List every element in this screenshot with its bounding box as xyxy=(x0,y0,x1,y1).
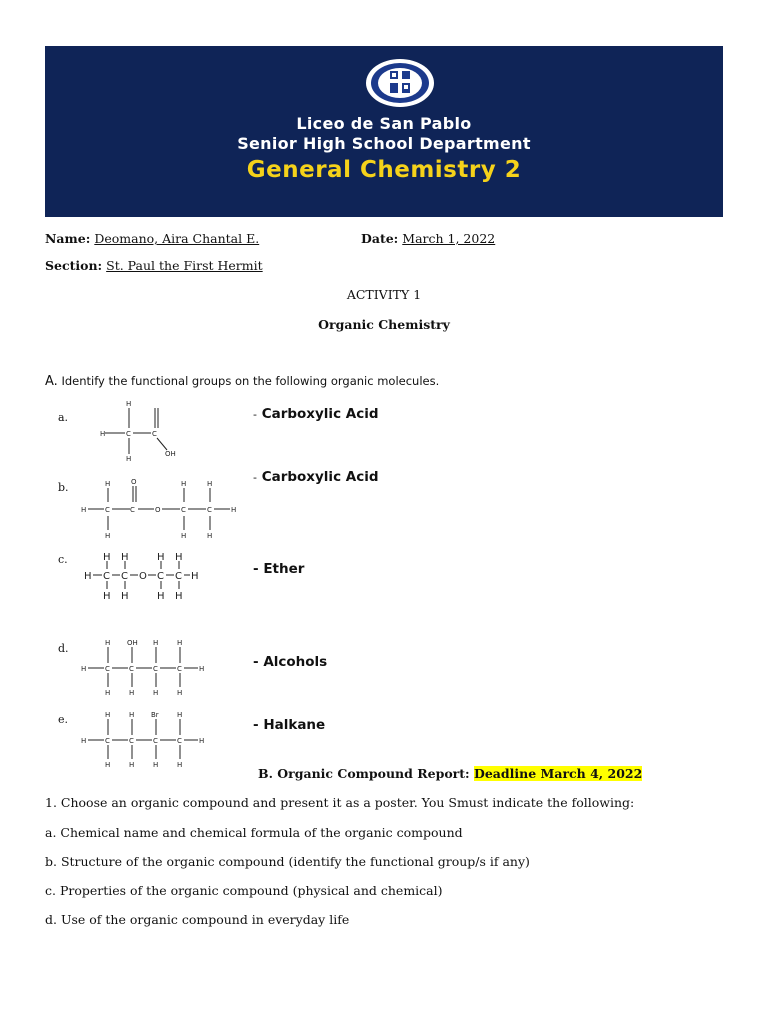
svg-text:C: C xyxy=(152,430,157,438)
svg-text:H: H xyxy=(207,532,213,540)
part-a-letter: A. xyxy=(45,374,58,389)
svg-text:C: C xyxy=(207,506,212,514)
svg-text:C: C xyxy=(153,665,158,673)
svg-text:H: H xyxy=(103,552,111,563)
item-c-answer: - Ether xyxy=(253,561,305,577)
svg-text:H: H xyxy=(129,711,135,719)
svg-text:C: C xyxy=(105,506,110,514)
svg-text:Br: Br xyxy=(151,711,159,719)
item-d-answer: - Alcohols xyxy=(253,654,328,670)
department-name: Senior High School Department xyxy=(237,134,531,153)
item-c-label: c. xyxy=(58,553,68,566)
svg-text:H: H xyxy=(199,665,205,673)
svg-text:H: H xyxy=(207,480,213,488)
svg-text:O: O xyxy=(139,571,147,582)
svg-text:H: H xyxy=(153,689,159,697)
svg-text:C: C xyxy=(181,506,186,514)
svg-text:H: H xyxy=(105,480,111,488)
part-b-title: B. Organic Compound Report: xyxy=(258,766,470,781)
svg-text:H: H xyxy=(153,639,159,647)
molecule-d-structure xyxy=(78,637,218,699)
svg-text:C: C xyxy=(105,665,110,673)
part-b-line-1: 1. Choose an organic compound and present it as a poster. You Smust indicate the following: xyxy=(45,795,635,810)
svg-text:H: H xyxy=(126,455,132,462)
svg-text:H: H xyxy=(105,711,111,719)
svg-text:H: H xyxy=(175,552,183,563)
svg-text:H: H xyxy=(81,665,87,673)
svg-text:H: H xyxy=(129,689,135,697)
svg-text:C: C xyxy=(121,571,128,582)
course-title: General Chemistry 2 xyxy=(246,157,522,183)
name-value: Deomano, Aira Chantal E. xyxy=(94,231,260,246)
svg-text:C: C xyxy=(177,665,182,673)
svg-text:H: H xyxy=(105,689,111,697)
svg-text:H: H xyxy=(231,506,237,514)
svg-text:H: H xyxy=(181,532,187,540)
date-value: March 1, 2022 xyxy=(402,231,496,246)
part-b-line-2: a. Chemical name and chemical formula of the organic compound xyxy=(45,825,463,840)
molecule-c-structure xyxy=(82,550,202,602)
svg-text:H: H xyxy=(126,400,132,408)
svg-text:H: H xyxy=(199,737,205,745)
svg-text:H: H xyxy=(191,571,199,582)
part-b-line-4: c. Properties of the organic compound (physical and chemical) xyxy=(45,883,443,898)
svg-text:H: H xyxy=(177,689,183,697)
item-a-answer: - Carboxylic Acid xyxy=(253,406,379,422)
svg-text:H: H xyxy=(100,430,106,438)
svg-text:C: C xyxy=(157,571,164,582)
svg-text:C: C xyxy=(175,571,182,582)
svg-text:C: C xyxy=(130,506,135,514)
item-a-label: a. xyxy=(58,411,69,424)
activity-subtitle: Organic Chemistry xyxy=(318,317,450,332)
header-banner xyxy=(45,46,723,217)
svg-text:H: H xyxy=(181,480,187,488)
svg-text:H: H xyxy=(157,591,165,602)
svg-text:H: H xyxy=(177,761,183,769)
date-field xyxy=(361,231,495,246)
svg-text:H: H xyxy=(175,591,183,602)
svg-text:OH: OH xyxy=(127,639,138,647)
svg-text:H: H xyxy=(177,639,183,647)
name-field xyxy=(45,231,259,246)
svg-text:OH: OH xyxy=(165,450,176,458)
item-b-answer: - Carboxylic Acid xyxy=(253,469,379,485)
item-e-label: e. xyxy=(58,713,69,726)
molecule-e-structure xyxy=(78,709,218,771)
activity-title: ACTIVITY 1 xyxy=(346,287,422,302)
svg-text:H: H xyxy=(81,737,87,745)
svg-text:C: C xyxy=(103,571,110,582)
section-value: St. Paul the First Hermit xyxy=(106,258,263,273)
svg-text:C: C xyxy=(129,665,134,673)
svg-text:H: H xyxy=(177,711,183,719)
molecule-b-structure xyxy=(78,476,248,540)
svg-text:H: H xyxy=(103,591,111,602)
svg-text:C: C xyxy=(126,430,131,438)
item-e-answer: - Halkane xyxy=(253,717,326,733)
svg-text:C: C xyxy=(129,737,134,745)
section-field xyxy=(45,258,263,273)
item-d-label: d. xyxy=(58,642,69,655)
svg-text:H: H xyxy=(105,532,111,540)
date-label: Date: xyxy=(361,231,399,246)
svg-text:H: H xyxy=(129,761,135,769)
part-b-line-3: b. Structure of the organic compound (identify the functional group/s if any) xyxy=(45,854,530,869)
part-b-line-5: d. Use of the organic compound in everyday life xyxy=(45,912,350,927)
school-seal-logo xyxy=(364,57,436,109)
svg-text:H: H xyxy=(121,552,129,563)
svg-text:O: O xyxy=(155,506,161,514)
svg-text:H: H xyxy=(81,506,87,514)
svg-text:H: H xyxy=(105,639,111,647)
svg-text:H: H xyxy=(157,552,165,563)
svg-text:H: H xyxy=(153,761,159,769)
molecule-a-structure xyxy=(95,398,195,462)
part-b-heading xyxy=(258,766,642,781)
svg-text:C: C xyxy=(105,737,110,745)
svg-text:O: O xyxy=(131,478,137,486)
name-label: Name: xyxy=(45,231,91,246)
svg-text:C: C xyxy=(153,737,158,745)
part-a-text: Identify the functional groups on the following organic molecules. xyxy=(61,374,440,388)
school-name: Liceo de San Pablo xyxy=(296,114,472,133)
svg-text:H: H xyxy=(84,571,92,582)
part-a-instruction xyxy=(45,374,439,389)
item-b-label: b. xyxy=(58,481,69,494)
svg-text:C: C xyxy=(177,737,182,745)
section-label: Section: xyxy=(45,258,103,273)
svg-text:H: H xyxy=(121,591,129,602)
svg-text:H: H xyxy=(105,761,111,769)
deadline-highlight: Deadline March 4, 2022 xyxy=(474,766,643,781)
